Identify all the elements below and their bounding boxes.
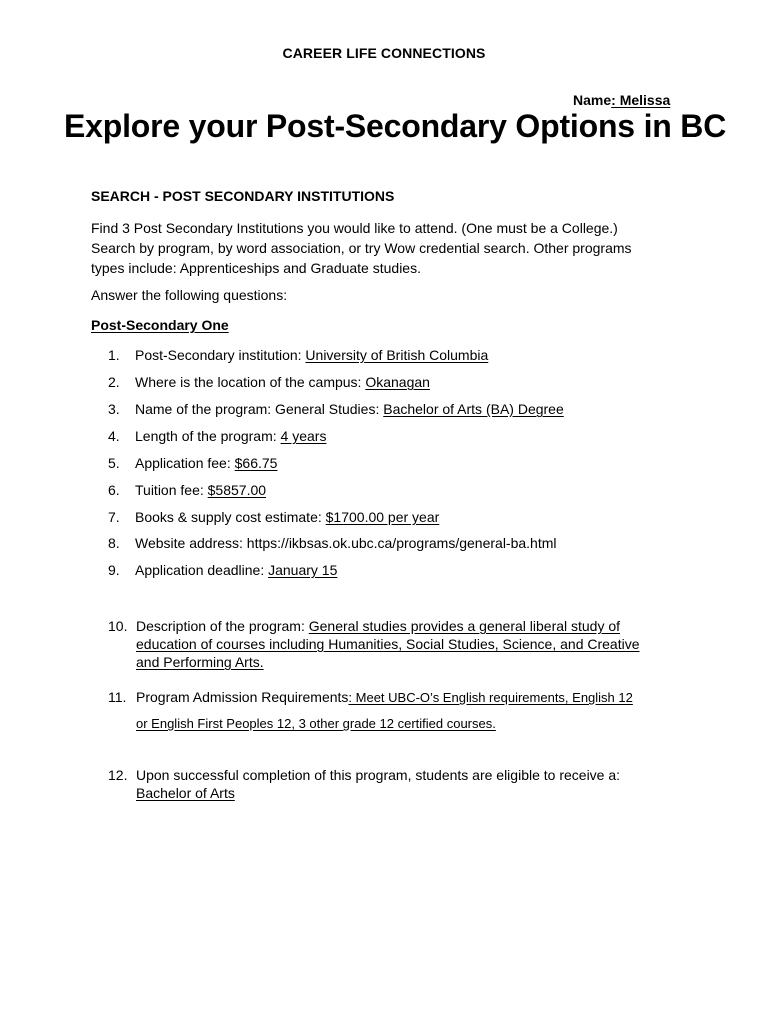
question-number: 5.	[108, 455, 120, 471]
question-label: Name of the program: General Studies:	[135, 401, 384, 417]
question-number: 7.	[108, 509, 120, 525]
question-label: Application fee:	[135, 455, 235, 471]
question-number: 8.	[108, 535, 120, 551]
intro-paragraph	[91, 218, 691, 278]
question-6	[108, 481, 266, 499]
intro-line: Search by program, by word association, or try Wow credential search. Other programs	[91, 240, 632, 256]
question-number: 9.	[108, 562, 120, 578]
question-label: Books & supply cost estimate:	[135, 509, 326, 525]
question-answer: 4 years	[280, 428, 327, 444]
question-1	[108, 346, 488, 364]
question-3	[108, 400, 564, 418]
question-number: 4.	[108, 428, 120, 444]
question-label: Program Admission Requirements	[136, 689, 349, 705]
answer-prompt: Answer the following questions:	[91, 287, 288, 303]
course-header: CAREER LIFE CONNECTIONS	[282, 45, 486, 61]
question-answer: $5857.00	[207, 482, 267, 498]
question-label: Description of the program:	[136, 618, 309, 634]
question-answer: $66.75	[234, 455, 278, 471]
question-body	[136, 766, 696, 802]
question-answer: General studies provides a general liberal study of	[308, 618, 621, 634]
section-heading: SEARCH - POST SECONDARY INSTITUTIONS	[91, 188, 395, 204]
question-number: 12.	[108, 767, 128, 783]
question-body	[136, 617, 696, 671]
question-answer: education of courses including Humanities, Social Studies, Science, and Creative	[136, 636, 640, 652]
question-number: 11.	[108, 689, 127, 705]
question-label: Website address: https://ikbsas.ok.ubc.ca/programs/general-ba.html	[135, 535, 557, 551]
question-number: 10.	[108, 618, 128, 634]
question-answer: January 15	[268, 562, 338, 578]
question-answer: $1700.00 per year	[325, 509, 440, 525]
post-secondary-one-heading: Post-Secondary One	[91, 317, 229, 333]
question-number: 6.	[108, 482, 120, 498]
question-7	[108, 508, 439, 526]
question-answer: : Meet UBC-O’s English requirements, English 12	[348, 690, 633, 705]
question-answer: or English First Peoples 12, 3 other grade 12 certified courses.	[136, 716, 496, 731]
question-number: 2.	[108, 374, 120, 390]
question-answer: Bachelor of Arts	[136, 785, 235, 801]
page-title: Explore your Post-Secondary Options in BC	[64, 108, 727, 144]
question-4	[108, 427, 326, 445]
question-2	[108, 373, 430, 391]
question-answer: Bachelor of Arts (BA) Degree	[383, 401, 564, 417]
question-label: Length of the program:	[135, 428, 281, 444]
question-answer: and Performing Arts.	[136, 654, 264, 670]
question-label: Application deadline:	[135, 562, 269, 578]
question-number: 1.	[108, 347, 120, 363]
question-body	[136, 688, 696, 733]
question-label: Post-Secondary institution:	[135, 347, 306, 363]
question-5	[108, 454, 277, 472]
student-name-line	[573, 92, 670, 108]
name-label: Name	[573, 92, 612, 108]
question-number: 3.	[108, 401, 120, 417]
name-value: : Melissa	[611, 92, 671, 108]
question-8	[108, 534, 557, 552]
intro-line: Find 3 Post Secondary Institutions you would like to attend. (One must be a College.)	[91, 220, 618, 236]
question-answer: University of British Columbia	[305, 347, 489, 363]
question-label: Where is the location of the campus:	[135, 374, 366, 390]
question-answer: Okanagan	[365, 374, 430, 390]
question-label: Upon successful completion of this program, students are eligible to receive a:	[136, 767, 621, 783]
question-9	[108, 561, 337, 579]
intro-line: types include: Apprenticeships and Graduate studies.	[91, 260, 421, 276]
question-label: Tuition fee:	[135, 482, 208, 498]
